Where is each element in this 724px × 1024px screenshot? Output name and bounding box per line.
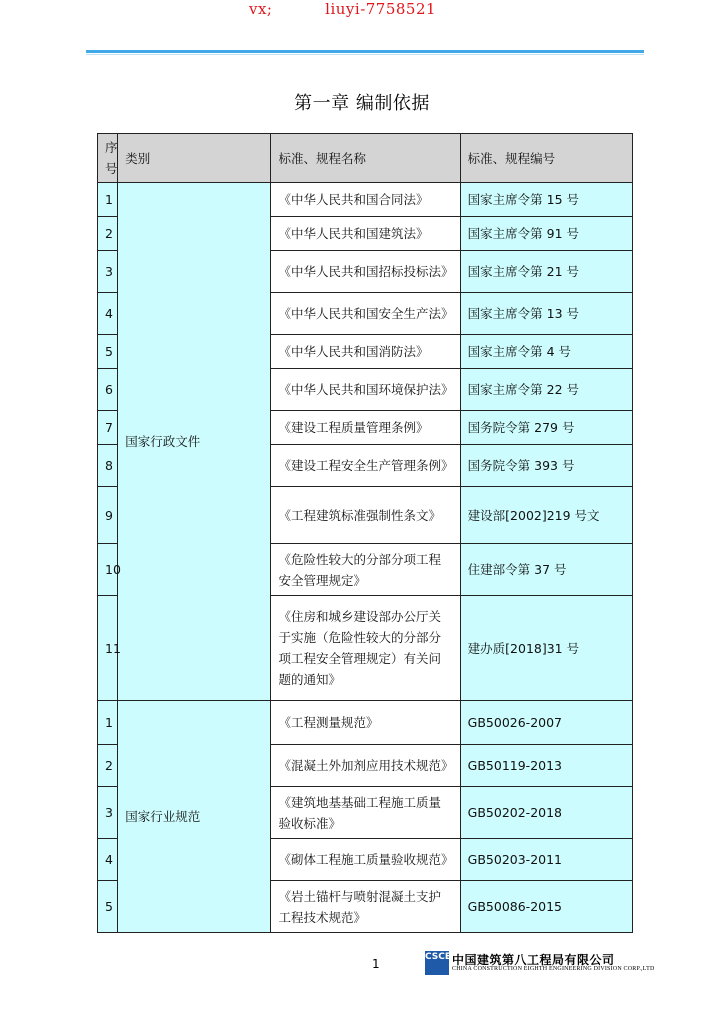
table-row bbox=[98, 701, 633, 745]
row-code: GB50026-2007 bbox=[460, 701, 632, 745]
row-name: 《砌体工程施工质量验收规范》 bbox=[271, 839, 460, 881]
row-name: 《中华人民共和国合同法》 bbox=[271, 183, 460, 217]
table-header-row bbox=[98, 134, 633, 183]
row-seq: 6 bbox=[98, 369, 118, 411]
row-name: 《混凝土外加剂应用技术规范》 bbox=[271, 745, 460, 787]
row-code: 国家主席令第 21 号 bbox=[460, 251, 632, 293]
row-code: 国务院令第 393 号 bbox=[460, 445, 632, 487]
row-name: 《危险性较大的分部分项工程安全管理规定》 bbox=[271, 544, 460, 596]
page-number: 1 bbox=[372, 957, 380, 971]
row-seq: 1 bbox=[98, 183, 118, 217]
header-seq: 序号 bbox=[98, 134, 118, 183]
row-seq: 5 bbox=[98, 335, 118, 369]
row-seq: 8 bbox=[98, 445, 118, 487]
header-rule-light bbox=[86, 54, 644, 55]
company-logo bbox=[425, 951, 458, 975]
row-name: 《工程建筑标准强制性条文》 bbox=[271, 487, 460, 544]
row-name: 《中华人民共和国招标投标法》 bbox=[271, 251, 460, 293]
row-code: 国家主席令第 13 号 bbox=[460, 293, 632, 335]
row-code: 国家主席令第 22 号 bbox=[460, 369, 632, 411]
row-name: 《建筑地基基础工程施工质量验收标准》 bbox=[271, 787, 460, 839]
header-code: 标准、规程编号 bbox=[460, 134, 632, 183]
chapter-title: 第一章 编制依据 bbox=[294, 93, 430, 114]
row-code: 建办质[2018]31 号 bbox=[460, 596, 632, 701]
row-category: 国家行业规范 bbox=[118, 701, 271, 933]
row-code: 国务院令第 279 号 bbox=[460, 411, 632, 445]
row-seq: 4 bbox=[98, 293, 118, 335]
row-seq: 1 bbox=[98, 701, 118, 745]
row-code: 国家主席令第 4 号 bbox=[460, 335, 632, 369]
row-seq: 11 bbox=[98, 596, 118, 701]
row-code: GB50203-2011 bbox=[460, 839, 632, 881]
row-name: 《工程测量规范》 bbox=[271, 701, 460, 745]
row-seq: 3 bbox=[98, 787, 118, 839]
logo-text: CSCEC bbox=[425, 952, 458, 962]
company-name-en: CHINA CONSTRUCTION EIGHTH ENGINEERING DIVISION CORP.,LTD bbox=[452, 966, 655, 972]
header-name: 标准、规程名称 bbox=[271, 134, 460, 183]
row-name: 《中华人民共和国环境保护法》 bbox=[271, 369, 460, 411]
header-rule bbox=[86, 50, 644, 53]
row-code: 国家主席令第 91 号 bbox=[460, 217, 632, 251]
row-seq: 2 bbox=[98, 745, 118, 787]
row-name: 《建设工程质量管理条例》 bbox=[271, 411, 460, 445]
row-code: GB50119-2013 bbox=[460, 745, 632, 787]
row-name: 《中华人民共和国建筑法》 bbox=[271, 217, 460, 251]
row-code: GB50202-2018 bbox=[460, 787, 632, 839]
row-seq: 2 bbox=[98, 217, 118, 251]
row-seq: 5 bbox=[98, 881, 118, 933]
table-row bbox=[98, 183, 633, 217]
row-category: 国家行政文件 bbox=[118, 183, 271, 701]
row-name: 《中华人民共和国消防法》 bbox=[271, 335, 460, 369]
table-body bbox=[98, 183, 633, 933]
company-name-cn: 中国建筑第八工程局有限公司 bbox=[452, 953, 615, 967]
row-seq: 7 bbox=[98, 411, 118, 445]
row-seq: 4 bbox=[98, 839, 118, 881]
watermark-text: vx; liuyi-7758521 bbox=[249, 0, 437, 18]
basis-table bbox=[97, 133, 633, 933]
row-code: GB50086-2015 bbox=[460, 881, 632, 933]
row-name: 《岩土锚杆与喷射混凝土支护工程技术规范》 bbox=[271, 881, 460, 933]
row-name: 《住房和城乡建设部办公厅关于实施（危险性较大的分部分项工程安全管理规定）有关问题的通知》 bbox=[271, 596, 460, 701]
row-code: 建设部[2002]219 号文 bbox=[460, 487, 632, 544]
row-name: 《建设工程安全生产管理条例》 bbox=[271, 445, 460, 487]
row-seq: 3 bbox=[98, 251, 118, 293]
row-code: 住建部令第 37 号 bbox=[460, 544, 632, 596]
row-code: 国家主席令第 15 号 bbox=[460, 183, 632, 217]
row-name: 《中华人民共和国安全生产法》 bbox=[271, 293, 460, 335]
row-seq: 10 bbox=[98, 544, 118, 596]
header-category: 类别 bbox=[118, 134, 271, 183]
row-seq: 9 bbox=[98, 487, 118, 544]
